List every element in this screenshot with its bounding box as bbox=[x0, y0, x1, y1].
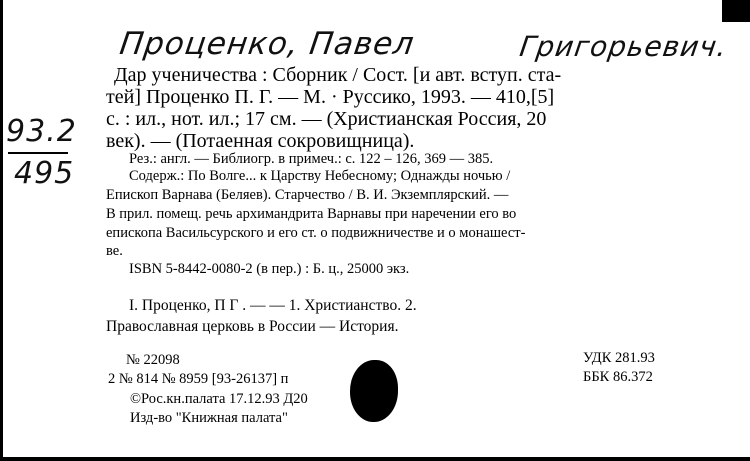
tracings-line-1: I. Проценко, П Г . — — 1. Христианство. 2. bbox=[129, 297, 417, 314]
bbk-code: ББК 86.372 bbox=[583, 369, 653, 385]
contents-line-5: ве. bbox=[106, 243, 123, 259]
contents-line-1: Содерж.: По Волге... к Царству Небесному; Однажды ночью / bbox=[129, 168, 511, 184]
title-line-1: Дар ученичества : Сборник / Сост. [и авт. вступ. ста- bbox=[114, 64, 562, 86]
card-number: № 22098 bbox=[126, 352, 180, 368]
shelf-mark-top: 93.2 bbox=[6, 114, 77, 149]
shelf-mark-bottom: 495 bbox=[14, 156, 75, 191]
tracings-line-2: Православная церковь в России — История. bbox=[106, 318, 399, 335]
registration-line: 2 № 814 № 8959 [93-26137] п bbox=[108, 371, 289, 387]
handwritten-author: Проценко, Павел bbox=[117, 26, 417, 62]
contents-line-4: епископа Васильсурского и его ст. о подвижничестве и о монашест- bbox=[106, 225, 526, 241]
handwritten-patronymic: Григорьевич. bbox=[517, 30, 730, 63]
card-bottom-edge bbox=[0, 457, 750, 461]
shelf-mark-divider bbox=[8, 152, 68, 154]
title-line-3: с. : ил., нот. ил.; 17 см. — (Христианская Россия, 20 bbox=[106, 108, 547, 130]
card-corner-mark bbox=[722, 0, 750, 22]
summary-note: Рез.: англ. — Библиогр. в примеч.: с. 122 – 126, 369 — 385. bbox=[129, 151, 494, 167]
isbn-line: ISBN 5-8442-0080-2 (в пер.) : Б. ц., 25000 экз. bbox=[129, 261, 410, 277]
contents-line-2: Епископ Варнава (Беляев). Старчество / В. И. Экземплярский. — bbox=[106, 187, 509, 203]
udk-code: УДК 281.93 bbox=[583, 350, 655, 366]
copyright-line: ©Рос.кн.палата 17.12.93 Д20 bbox=[130, 391, 308, 407]
card-left-edge bbox=[0, 0, 3, 461]
title-line-2: тей] Проценко П. Г. — М. · Руссико, 1993. — 410,[5] bbox=[106, 86, 555, 108]
ink-stamp-blot bbox=[350, 360, 398, 422]
title-line-4: век). — (Потаенная сокровищница). bbox=[106, 130, 415, 152]
publisher-line: Изд-во "Книжная палата" bbox=[130, 410, 288, 426]
contents-line-3: В прил. помещ. речь архимандрита Варнавы при наречении его во bbox=[106, 206, 517, 222]
